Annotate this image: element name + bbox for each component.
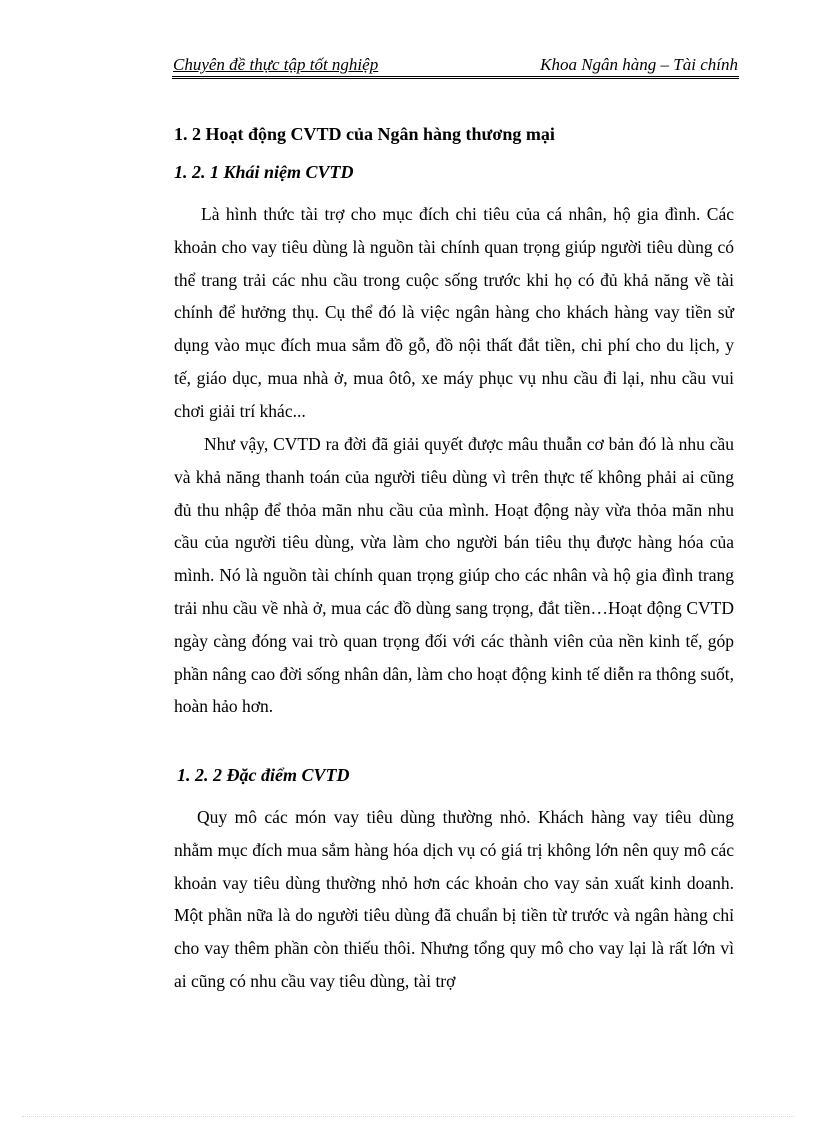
page-bottom-border <box>22 1116 794 1117</box>
paragraph-text: Quy mô các món vay tiêu dùng thường nhỏ. Khách hàng vay tiêu dùng nhằm mục đích mua sắm hàng hóa dịch vụ có giá trị không lớn nên quy mô các khoản vay tiêu dùng thường nhỏ hơn các khoản cho vay sản xuất kinh doanh. Một phần nữa là do người tiêu dùng đã chuẩn bị tiền từ trước và ngân hàng chỉ cho vay thêm phần còn thiếu thôi. Nhưng tổng quy mô cho vay lại là rất lớn vì ai cũng có nhu cầu vay tiêu dùng, tài trợ <box>174 807 734 991</box>
header-rule <box>172 76 739 79</box>
subsection-heading-characteristics: 1. 2. 2 Đặc điểm CVTD <box>177 765 350 785</box>
subsection-heading-concept: 1. 2. 1 Khái niệm CVTD <box>174 162 354 182</box>
header-faculty: Khoa Ngân hàng – Tài chính <box>540 55 738 74</box>
paragraph-text: Là hình thức tài trợ cho mục đích chi tiêu của cá nhân, hộ gia đình. Các khoản cho vay tiêu dùng là nguồn tài chính quan trọng giúp người tiêu dùng có thể trang trải các nhu cầu trong cuộc sống trước khi họ có đủ khả năng về tài chính để hưởng thụ. Cụ thể đó là việc ngân hàng cho khách hàng vay tiền sử dụng vào mục đích mua sắm đồ gỗ, đồ nội thất đắt tiền, chi phí cho du lịch, y tế, giáo dục, mua nhà ở, mua ôtô, xe máy phục vụ nhu cầu đi lại, nhu cầu vui chơi giải trí khác... <box>174 204 734 421</box>
header-document-title: Chuyên đề thực tập tốt nghiệp <box>173 55 379 74</box>
paragraph-characteristics <box>174 801 734 998</box>
paragraph-significance <box>174 428 734 723</box>
page-header <box>172 54 738 76</box>
paragraph-definition <box>174 198 734 428</box>
paragraph-text: Như vậy, CVTD ra đời đã giải quyết được mâu thuẫn cơ bản đó là nhu cầu và khả năng thanh toán của người tiêu dùng vì trên thực tế không phải ai cũng đủ thu nhập để thỏa mãn nhu cầu của mình. Hoạt động này vừa thỏa mãn nhu cầu của người tiêu dùng, vừa làm cho người bán tiêu thụ được hàng hóa của mình. Nó là nguồn tài chính quan trọng giúp cho các nhân và hộ gia đình trang trải nhu cầu về nhà ở, mua các đồ dùng sang trọng, đắt tiền…Hoạt động CVTD ngày càng đóng vai trò quan trọng đối với các thành viên của nền kinh tế, góp phần nâng cao đời sống nhân dân, làm cho hoạt động kinh tế diễn ra thông suốt, hoàn hảo hơn. <box>174 434 734 717</box>
section-heading: 1. 2 Hoạt động CVTD của Ngân hàng thương mại <box>174 124 555 144</box>
